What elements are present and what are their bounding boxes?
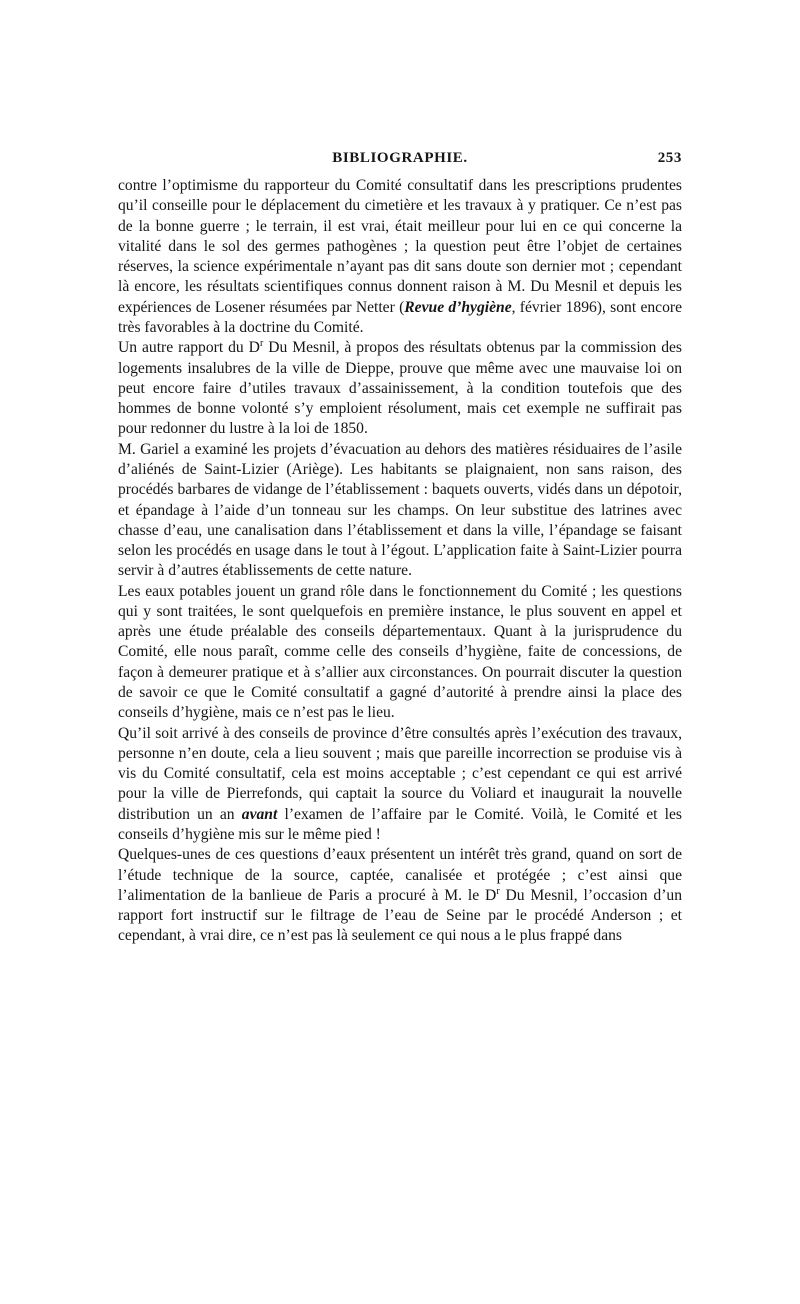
text-run: Les eaux potables jouent un grand rôle dans le fonctionnement du Comité ; les questions qui y sont traitées, le sont quelquefois en première instance, le plus souvent en appel et après une étude préalable des conseils départementaux. Quant à la jurisprudence du Comité, elle nous paraît, comme celle des conseils d’hygiène, faite de concessions, de façon à demeurer pratique et à s’allier aux circonstances. On pourrait discuter la question de savoir ce que le Comité consultatif a gagné d’autorité à prendre ainsi la place des conseils d’hygiène, mais ce n’est pas le lieu. <box>118 582 682 722</box>
text-run: Du Mesnil, à propos des résultats obtenus par la commission des logements insalubres de la ville de Dieppe, prouve que même avec une mauvaise loi on peut encore faire d’utiles travaux d’assainissement, à la condition toutefois que des hommes de bonne volonté s’y emploient résolument, mais cet exemple ne suffirait pas pour redonner du lustre à la loi de 1850. <box>118 339 683 438</box>
text-run: , février 1896), sont encore très favorables à la doctrine du Comité. <box>118 298 682 336</box>
superscript: r <box>259 338 264 350</box>
text-run: Quelques-unes de ces questions d’eaux présentent un intérêt très grand, quand on sort de l’étude technique de la source, captée, canalisée et protégée ; c’est ainsi que l’alimentation de la banlieue de Paris a procuré à M. le D <box>118 846 682 904</box>
text-run: Un autre rapport du D <box>118 339 260 357</box>
body-text <box>118 176 682 947</box>
page-number: 253 <box>657 150 682 166</box>
superscript: r <box>496 885 500 897</box>
italic-text: avant <box>241 805 278 823</box>
paragraph <box>118 440 682 582</box>
paragraph <box>118 724 682 846</box>
text-run: M. Gariel a examiné les projets d’évacuation au dehors des matières résiduaires de l’asile d’aliénés de Saint-Lizier (Ariège). Les habitants se plaignaient, non sans raison, des procédés barbares de vidange de l’établissement : baquets ouverts, vidés dans un dépotoir, et épandage à l’aide d’un tonneau sur les champs. On leur substitue des latrines avec chasse d’eau, une canalisation dans l’établissement et dans la ville, l’épandage se faisant selon les procédés en usage dans le tout à l’égout. L’application faite à Saint-Lizier pourra servir à d’autres établissements de cette nature. <box>118 440 682 580</box>
running-head <box>118 150 682 176</box>
text-run: contre l’optimisme du rapporteur du Comité consultatif dans les prescriptions prudentes qu’il conseille pour le déplacement du cimetière et les travaux à y pratiquer. Ce n’est pas de la bonne guerre ; le terrain, il est vrai, était meilleur pour lui en ce qui concerne la vitalité dans le sol des germes pathogènes ; la question peut être l’objet de certaines réserves, la science expérimentale n’ayant pas dit sans doute son dernier mot ; cependant là encore, les résultats scientifiques connus donnent raison à M. Du Mesnil et depuis les expériences de Losener résumées par Netter ( <box>118 177 682 316</box>
text-run: Du Mesnil, l’occasion d’un rapport fort instructif sur le filtrage de l’eau de Seine par le procédé Anderson ; et cependant, à vrai dire, ce n’est pas là seulement ce qui nous a le plus frappé dans <box>118 886 683 945</box>
running-title: BIBLIOGRAPHIE. <box>332 150 468 166</box>
text-run: l’examen de l’affaire par le Comité. Voilà, le Comité et les conseils d’hygiène mis sur le même pied ! <box>118 805 682 843</box>
text-run: Qu’il soit arrivé à des conseils de province d’être consultés après l’exécution des travaux, personne n’en doute, cela a lieu souvent ; mais que pareille incorrection se produise vis à vis du Comité consultatif, cela est moins acceptable ; c’est cependant ce qui est arrivé pour la ville de Pierrefonds, qui captait la source du Voliard et inaugurait la nouvelle distribution un an <box>118 724 682 823</box>
paragraph <box>118 338 682 439</box>
paragraph <box>118 582 682 724</box>
document-page <box>118 150 682 947</box>
paragraph <box>118 845 682 946</box>
italic-text: Revue d’hygiène <box>404 298 512 316</box>
paragraph <box>118 176 682 338</box>
